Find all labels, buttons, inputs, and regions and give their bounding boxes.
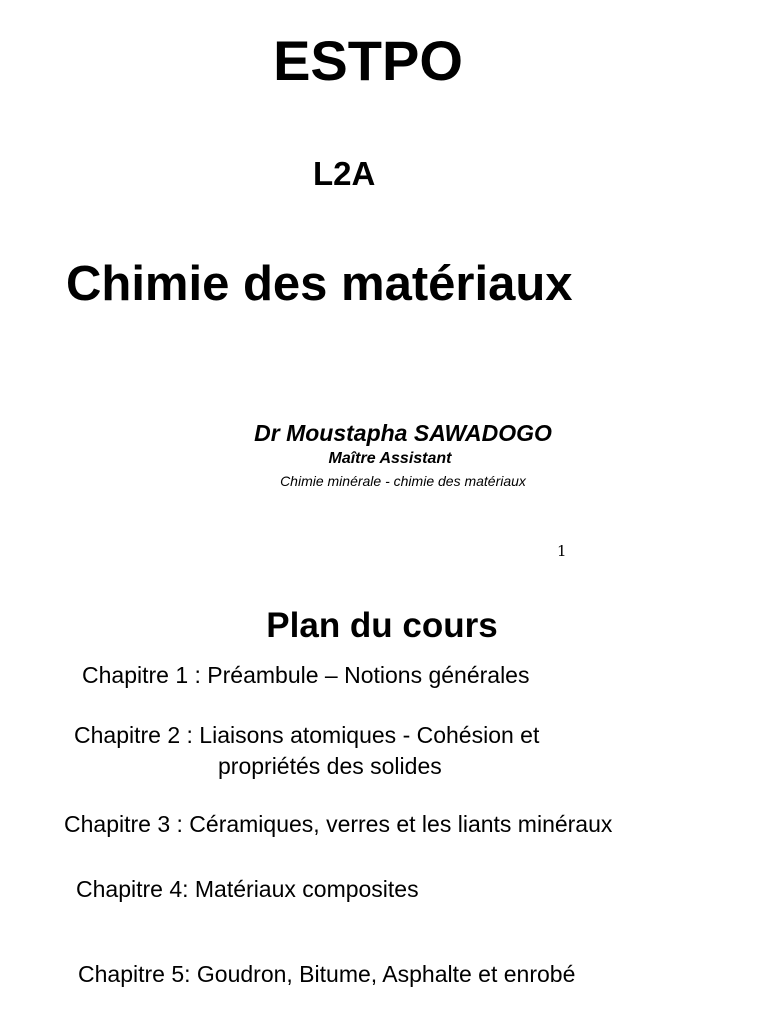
author-rank: Maître Assistant [328,450,452,467]
page-number: 1 [557,542,567,560]
school-title: ESTPO [273,29,463,92]
level-title: L2A [313,155,376,192]
chapter-2: Chapitre 2 : Liaisons atomiques - Cohésion et [74,722,540,748]
author-field: Chimie minérale - chimie des matériaux [280,473,526,489]
course-title: Chimie des matériaux [66,257,573,311]
author-name: Dr Moustapha SAWADOGO [254,420,552,446]
chapter-2-continuation: propriétés des solides [218,753,442,779]
chapter-4: Chapitre 4: Matériaux composites [76,876,419,902]
chapter-5: Chapitre 5: Goudron, Bitume, Asphalte et enrobé [78,961,576,987]
plan-title: Plan du cours [266,606,498,645]
chapter-1: Chapitre 1 : Préambule – Notions générales [82,662,530,688]
chapter-3: Chapitre 3 : Céramiques, verres et les liants minéraux [64,811,613,837]
